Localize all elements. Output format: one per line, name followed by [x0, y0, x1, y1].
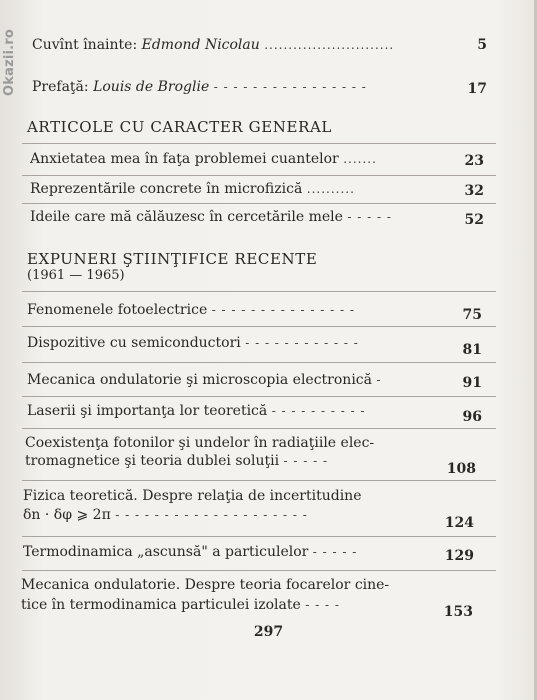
entry-author: Louis de Broglie	[93, 79, 210, 95]
toc-entry-foreword[interactable]	[32, 37, 394, 54]
page-number: 23	[464, 153, 484, 169]
entry-label: Prefaţă:	[32, 79, 94, 95]
leader-dots: ...........................	[264, 38, 395, 52]
leader-dots: - - - - -	[283, 454, 329, 468]
section-years: (1961 — 1965)	[27, 268, 125, 283]
divider	[22, 536, 496, 537]
page-number: 75	[462, 307, 482, 323]
toc-entry[interactable]	[27, 403, 366, 420]
toc-entry[interactable]	[27, 335, 359, 352]
toc-entry[interactable]	[27, 372, 382, 389]
folio-page-number: 297	[253, 624, 284, 640]
entry-label: Termodinamica „ascunsă" a particulelor	[23, 544, 309, 560]
divider	[22, 428, 496, 429]
leader-dots: - - - - - - - - - - - - - - - - - - - -	[115, 508, 308, 522]
page-number: 108	[446, 461, 476, 477]
divider	[22, 396, 496, 397]
watermark-logo: Okazii.ro	[2, 28, 17, 96]
toc-entry-preface[interactable]	[32, 79, 367, 96]
formula: δn · δφ ⩾ 2π	[23, 507, 111, 523]
page-number: 52	[464, 212, 484, 228]
leader-dots: ..........	[306, 182, 355, 196]
toc-entry[interactable]	[30, 181, 355, 198]
page-number: 17	[467, 81, 487, 97]
page-number: 91	[462, 375, 482, 391]
page-number: 81	[462, 342, 482, 358]
entry-label: Ideile care mă călăuzesc în cercetările mele	[30, 209, 343, 225]
leader-dots: - - - - -	[312, 545, 358, 559]
section-heading-recent: EXPUNERI ŞTIINŢIFICE RECENTE	[27, 250, 318, 268]
divider	[22, 570, 496, 571]
entry-label: Coexistenţa fotonilor şi undelor în radiaţiile elec-	[25, 435, 375, 451]
leader-dots: - - - - - - - - - -	[271, 404, 366, 418]
entry-label: Reprezentările concrete în microfizică	[30, 181, 303, 197]
toc-entry[interactable]	[25, 435, 374, 452]
leader-dots: - - - - - - - - - - - - - - - -	[213, 80, 367, 94]
divider	[22, 175, 496, 176]
entry-label: Laserii şi importanţa lor teoretică	[27, 403, 268, 419]
entry-label: Dispozitive cu semiconductori	[27, 335, 241, 351]
toc-entry-continuation	[21, 597, 340, 614]
page-number: 5	[477, 37, 487, 53]
entry-label: Fenomenele fotoelectrice	[27, 302, 208, 318]
divider	[22, 143, 496, 144]
leader-dots: - - - - -	[347, 210, 392, 224]
toc-entry[interactable]	[30, 209, 392, 226]
leader-dots: .......	[343, 152, 377, 166]
entry-label: Mecanica ondulatorie şi microscopia electronică	[27, 372, 372, 388]
entry-author: Edmond Nicolau	[141, 37, 260, 53]
entry-label: Mecanica ondulatorie. Despre teoria focarelor cine-	[21, 577, 390, 593]
divider	[22, 362, 496, 363]
toc-entry[interactable]	[23, 488, 361, 505]
page-number: 129	[444, 548, 474, 564]
page-number: 153	[443, 604, 473, 620]
divider	[22, 480, 496, 481]
toc-entry[interactable]	[27, 302, 355, 319]
toc-entry-continuation	[23, 507, 308, 524]
toc-entry[interactable]	[30, 151, 377, 168]
leader-dots: - - - - - - - - - - - - - - -	[211, 303, 355, 317]
toc-entry[interactable]	[23, 544, 357, 561]
divider	[22, 291, 496, 292]
entry-label: Anxietatea mea în faţa problemei cuantelor	[30, 151, 339, 167]
leader-dots: - - - - - - - - - - - -	[245, 336, 359, 350]
entry-label-continued: tice în termodinamica particulei izolate	[21, 597, 301, 613]
toc-entry-continuation	[25, 453, 328, 470]
page-number: 32	[464, 183, 484, 199]
section-heading-general: ARTICOLE CU CARACTER GENERAL	[27, 118, 332, 136]
divider	[22, 203, 496, 204]
leader-dots: - - - -	[305, 598, 340, 612]
leader-dots: -	[376, 373, 382, 387]
entry-label-continued: tromagnetice şi teoria dublei soluţii	[25, 453, 280, 469]
entry-label: Fizica teoretică. Despre relaţia de incertitudine	[23, 488, 362, 504]
divider	[22, 326, 496, 327]
entry-label: Cuvînt înainte:	[32, 37, 142, 53]
page-number: 124	[444, 515, 474, 531]
page-number: 96	[462, 409, 482, 425]
toc-entry[interactable]	[21, 577, 389, 594]
